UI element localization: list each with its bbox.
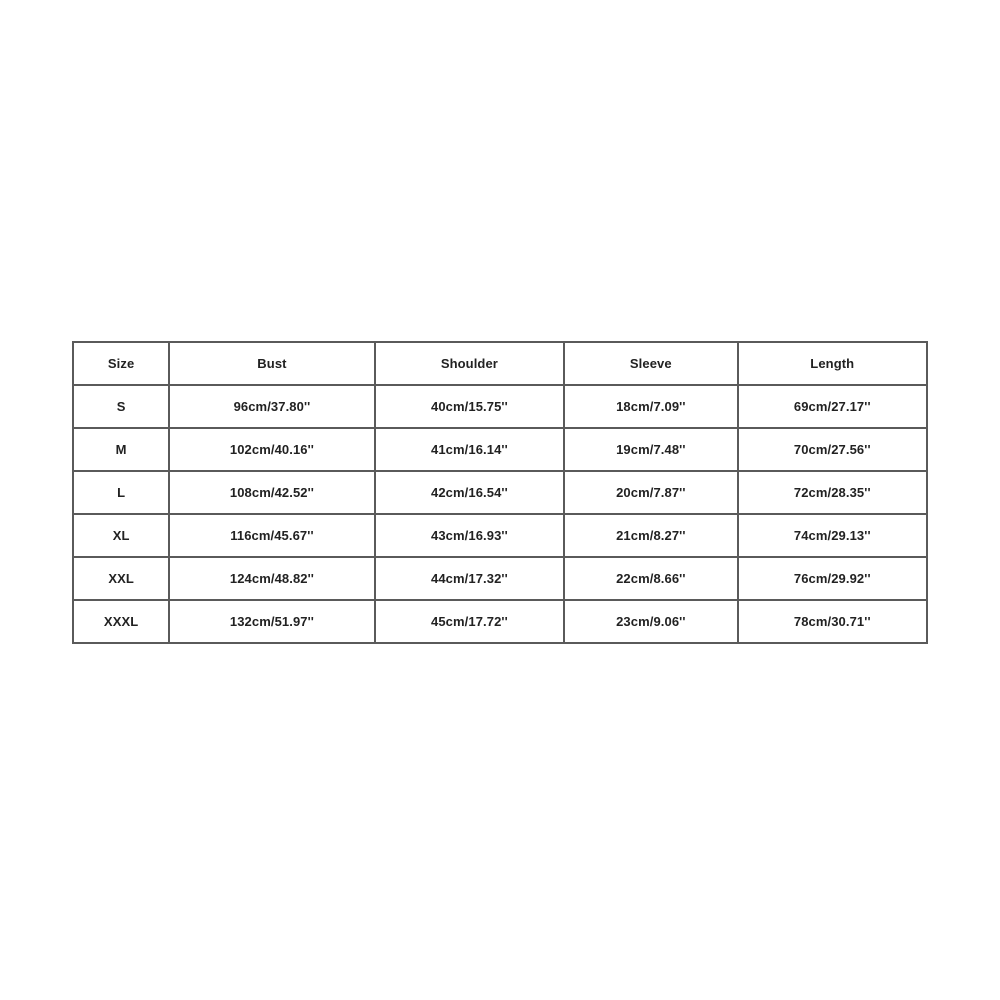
cell-bust: 124cm/48.82'' xyxy=(169,557,374,600)
cell-size: XXL xyxy=(73,557,169,600)
table-row xyxy=(73,428,927,471)
cell-bust: 96cm/37.80'' xyxy=(169,385,374,428)
cell-size: S xyxy=(73,385,169,428)
cell-sleeve: 21cm/8.27'' xyxy=(564,514,737,557)
cell-sleeve: 18cm/7.09'' xyxy=(564,385,737,428)
header-length: Length xyxy=(738,342,927,385)
cell-size: L xyxy=(73,471,169,514)
header-size: Size xyxy=(73,342,169,385)
cell-length: 74cm/29.13'' xyxy=(738,514,927,557)
size-chart-header xyxy=(73,342,927,385)
cell-shoulder: 43cm/16.93'' xyxy=(375,514,564,557)
table-row xyxy=(73,514,927,557)
cell-length: 70cm/27.56'' xyxy=(738,428,927,471)
size-chart-table xyxy=(72,341,928,644)
cell-shoulder: 44cm/17.32'' xyxy=(375,557,564,600)
cell-sleeve: 20cm/7.87'' xyxy=(564,471,737,514)
table-row xyxy=(73,385,927,428)
table-row xyxy=(73,557,927,600)
cell-size: XL xyxy=(73,514,169,557)
cell-shoulder: 45cm/17.72'' xyxy=(375,600,564,643)
cell-shoulder: 42cm/16.54'' xyxy=(375,471,564,514)
table-row xyxy=(73,600,927,643)
cell-bust: 108cm/42.52'' xyxy=(169,471,374,514)
header-shoulder: Shoulder xyxy=(375,342,564,385)
cell-bust: 116cm/45.67'' xyxy=(169,514,374,557)
size-chart-body xyxy=(73,385,927,643)
cell-shoulder: 40cm/15.75'' xyxy=(375,385,564,428)
cell-sleeve: 23cm/9.06'' xyxy=(564,600,737,643)
cell-size: M xyxy=(73,428,169,471)
cell-length: 76cm/29.92'' xyxy=(738,557,927,600)
cell-length: 72cm/28.35'' xyxy=(738,471,927,514)
cell-sleeve: 19cm/7.48'' xyxy=(564,428,737,471)
header-sleeve: Sleeve xyxy=(564,342,737,385)
cell-length: 69cm/27.17'' xyxy=(738,385,927,428)
header-row xyxy=(73,342,927,385)
cell-bust: 132cm/51.97'' xyxy=(169,600,374,643)
table-row xyxy=(73,471,927,514)
cell-sleeve: 22cm/8.66'' xyxy=(564,557,737,600)
cell-bust: 102cm/40.16'' xyxy=(169,428,374,471)
cell-size: XXXL xyxy=(73,600,169,643)
cell-shoulder: 41cm/16.14'' xyxy=(375,428,564,471)
header-bust: Bust xyxy=(169,342,374,385)
cell-length: 78cm/30.71'' xyxy=(738,600,927,643)
